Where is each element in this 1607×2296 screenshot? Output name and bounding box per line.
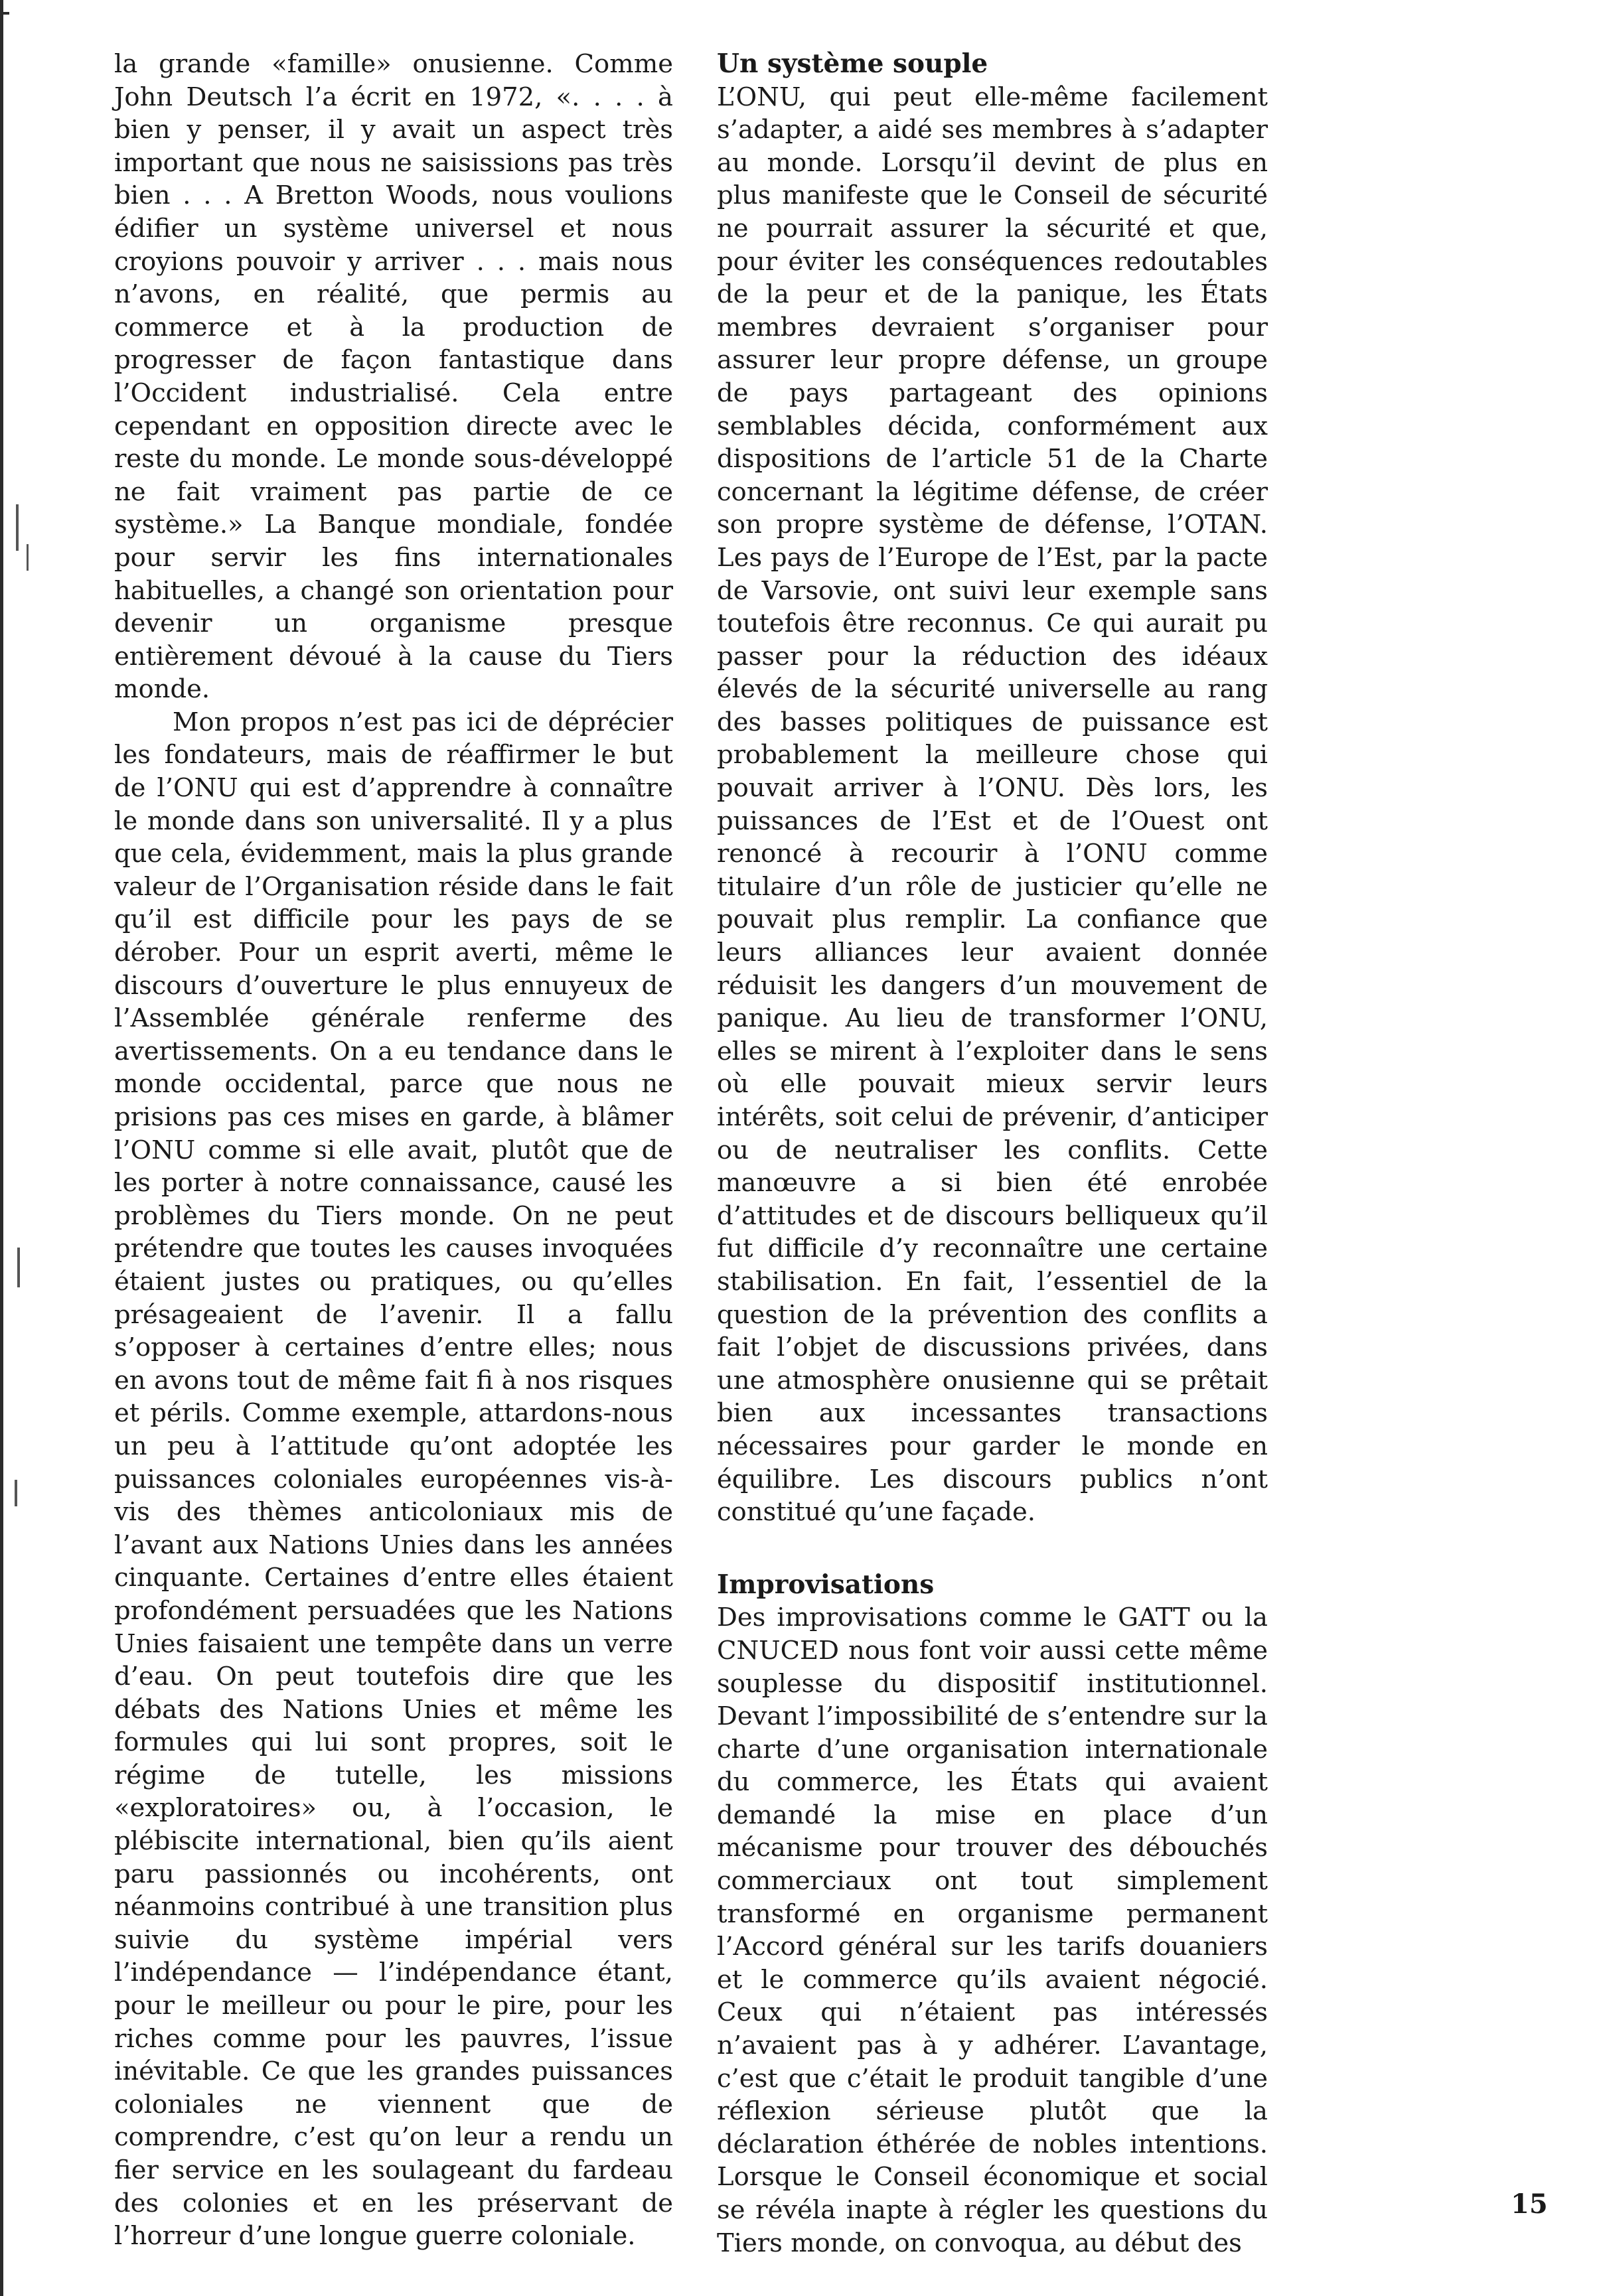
scan-margin-mark xyxy=(27,544,29,571)
page-number: 15 xyxy=(1511,2188,1548,2220)
scan-edge-line xyxy=(0,0,3,2296)
body-paragraph: Mon propos n’est pas ici de déprécier les fondateurs, mais de réaffirmer le but de l’ONU qui est d’apprendre à connaître le monde dans son universalité. Il y a plus que cela, évidemment, mais la plus grande valeur de l’Organisation réside dans le fait qu’il est difficile pour les pays de se dérober. Pour un esprit averti, même le discours d’ouverture le plus ennuyeux de l’Assemblée générale renferme des avertissements. On a eu tendance dans le monde occidental, parce que nous ne prisions pas ces mises en garde, à blâmer l’ONU comme si elle avait, plutôt que de les porter à notre connaissance, causé les problèmes du Tiers monde. On ne peut prétendre que toutes les causes invoquées étaient justes ou pratiques, ou qu’elles présageaient de l’avenir. Il a fallu s’opposer à certaines d’entre elles; nous en avons tout de même fait fi à nos risques et périls. Comme exemple, attardons-nous un peu à l’attitude qu’ont adoptée les puissances coloniales européennes vis-à-vis des thèmes anticoloniaux mis de l’avant aux Nations Unies dans les années cinquante. Certaines d’entre elles étaient profondément persuadées que les Nations Unies faisaient une tempête dans un verre d’eau. On peut toutefois dire que les débats des Nations Unies et même les formules qui lui sont propres, soit le régime de tutelle, les missions «exploratoires» ou, à l’occasion, le plébiscite international, bien qu’ils aient paru passionnés ou incohérents, ont néanmoins contribué à une transition plus suivie du système impérial vers l’indépendance — l’indépendance étant, pour le meilleur ou pour le pire, pour les riches comme pour les pauvres, l’issue inévitable. Ce que les grandes puissances coloniales ne viennent que de comprendre, c’est qu’on leur a rendu un fier service en les soulageant du fardeau des colonies et en les préservant de l’horreur d’une longue guerre coloniale. xyxy=(114,707,673,2252)
scan-margin-mark xyxy=(17,1248,20,1287)
scan-edge-tick xyxy=(0,12,9,15)
section-spacer xyxy=(717,1529,1268,1569)
left-column xyxy=(114,48,673,2253)
body-paragraph: L’ONU, qui peut elle-même facilement s’adapter, a aidé ses membres à s’adapter au monde. Lorsqu’il devint de plus en plus manifeste que le Conseil de sécurité ne pourrait assurer la sécurité et que, pour éviter les conséquences redoutables de la peur et de la panique, les États membres devraient s’organiser pour assurer leur propre défense, un groupe de pays partageant des opinions semblables décida, conformément aux dispositions de l’article 51 de la Charte concernant la légitime défense, de créer son propre système de défense, l’OTAN. Les pays de l’Europe de l’Est, par la pacte de Varsovie, ont suivi leur exemple sans toutefois être reconnus. Ce qui aurait pu passer pour la réduction des idéaux élevés de la sécurité universelle au rang des basses politiques de puissance est probablement la meilleure chose qui pouvait arriver à l’ONU. Dès lors, les puissances de l’Est et de l’Ouest ont renoncé à recourir à l’ONU comme titulaire d’un rôle de justicier qu’elle ne pouvait plus remplir. La confiance que leurs alliances leur avaient donnée réduisit les dangers d’un mouvement de panique. Au lieu de transformer l’ONU, elles se mirent à l’exploiter dans le sens où elle pouvait mieux servir leurs intérêts, soit celui de prévenir, d’anticiper ou de neutraliser les conflits. Cette manœuvre a si bien été enrobée d’attitudes et de discours belliqueux qu’il fut difficile d’y reconnaître une certaine stabilisation. En fait, l’essentiel de la question de la prévention des conflits a fait l’objet de discussions privées, dans une atmosphère onusienne qui se prêtait bien aux incessantes transactions nécessaires pour garder le monde en équilibre. Les discours publics n’ont constitué qu’une façade. xyxy=(717,82,1268,1528)
body-paragraph: Des improvisations comme le GATT ou la CNUCED nous font voir aussi cette même souplesse du dispositif institutionnel. Devant l’impossibilité de s’entendre sur la charte d’une organisation internationale du commerce, les États qui avaient demandé la mise en place d’un mécanisme pour trouver des débouchés commerciaux ont tout simplement transformé en organisme permanent l’Accord général sur les tarifs douaniers et le commerce qu’ils avaient négocié. Ceux qui n’étaient pas intéressés n’avaient pas à y adhérer. L’avantage, c’est que c’était le produit tangible d’une réflexion sérieuse plutôt que la déclaration éthérée de nobles intentions. Lorsque le Conseil économique et social se révéla inapte à régler les questions du Tiers monde, on convoqua, au début des xyxy=(717,1603,1268,2258)
body-paragraph: la grande «famille» onusienne. Comme John Deutsch l’a écrit en 1972, «. . . . à bien y penser, il y avait un aspect très important que nous ne saisissions pas très bien . . . A Bretton Woods, nous voulions édifier un système universel et nous croyions pouvoir y arriver . . . mais nous n’avons, en réalité, que permis au commerce et à la production de progresser de façon fantastique dans l’Occident industrialisé. Cela entre cependant en opposition directe avec le reste du monde. Le monde sous-développé ne fait vraiment pas partie de ce système.» La Banque mondiale, fondée pour servir les fins internationales habituelles, a changé son orientation pour devenir un organisme presque entièrement dévoué à la cause du Tiers monde. xyxy=(114,49,673,705)
scan-margin-mark xyxy=(16,504,19,551)
scan-margin-mark xyxy=(15,1480,17,1506)
section-heading: Un système souple xyxy=(717,48,988,79)
right-column xyxy=(717,48,1268,2260)
section-heading: Improvisations xyxy=(717,1569,935,1600)
